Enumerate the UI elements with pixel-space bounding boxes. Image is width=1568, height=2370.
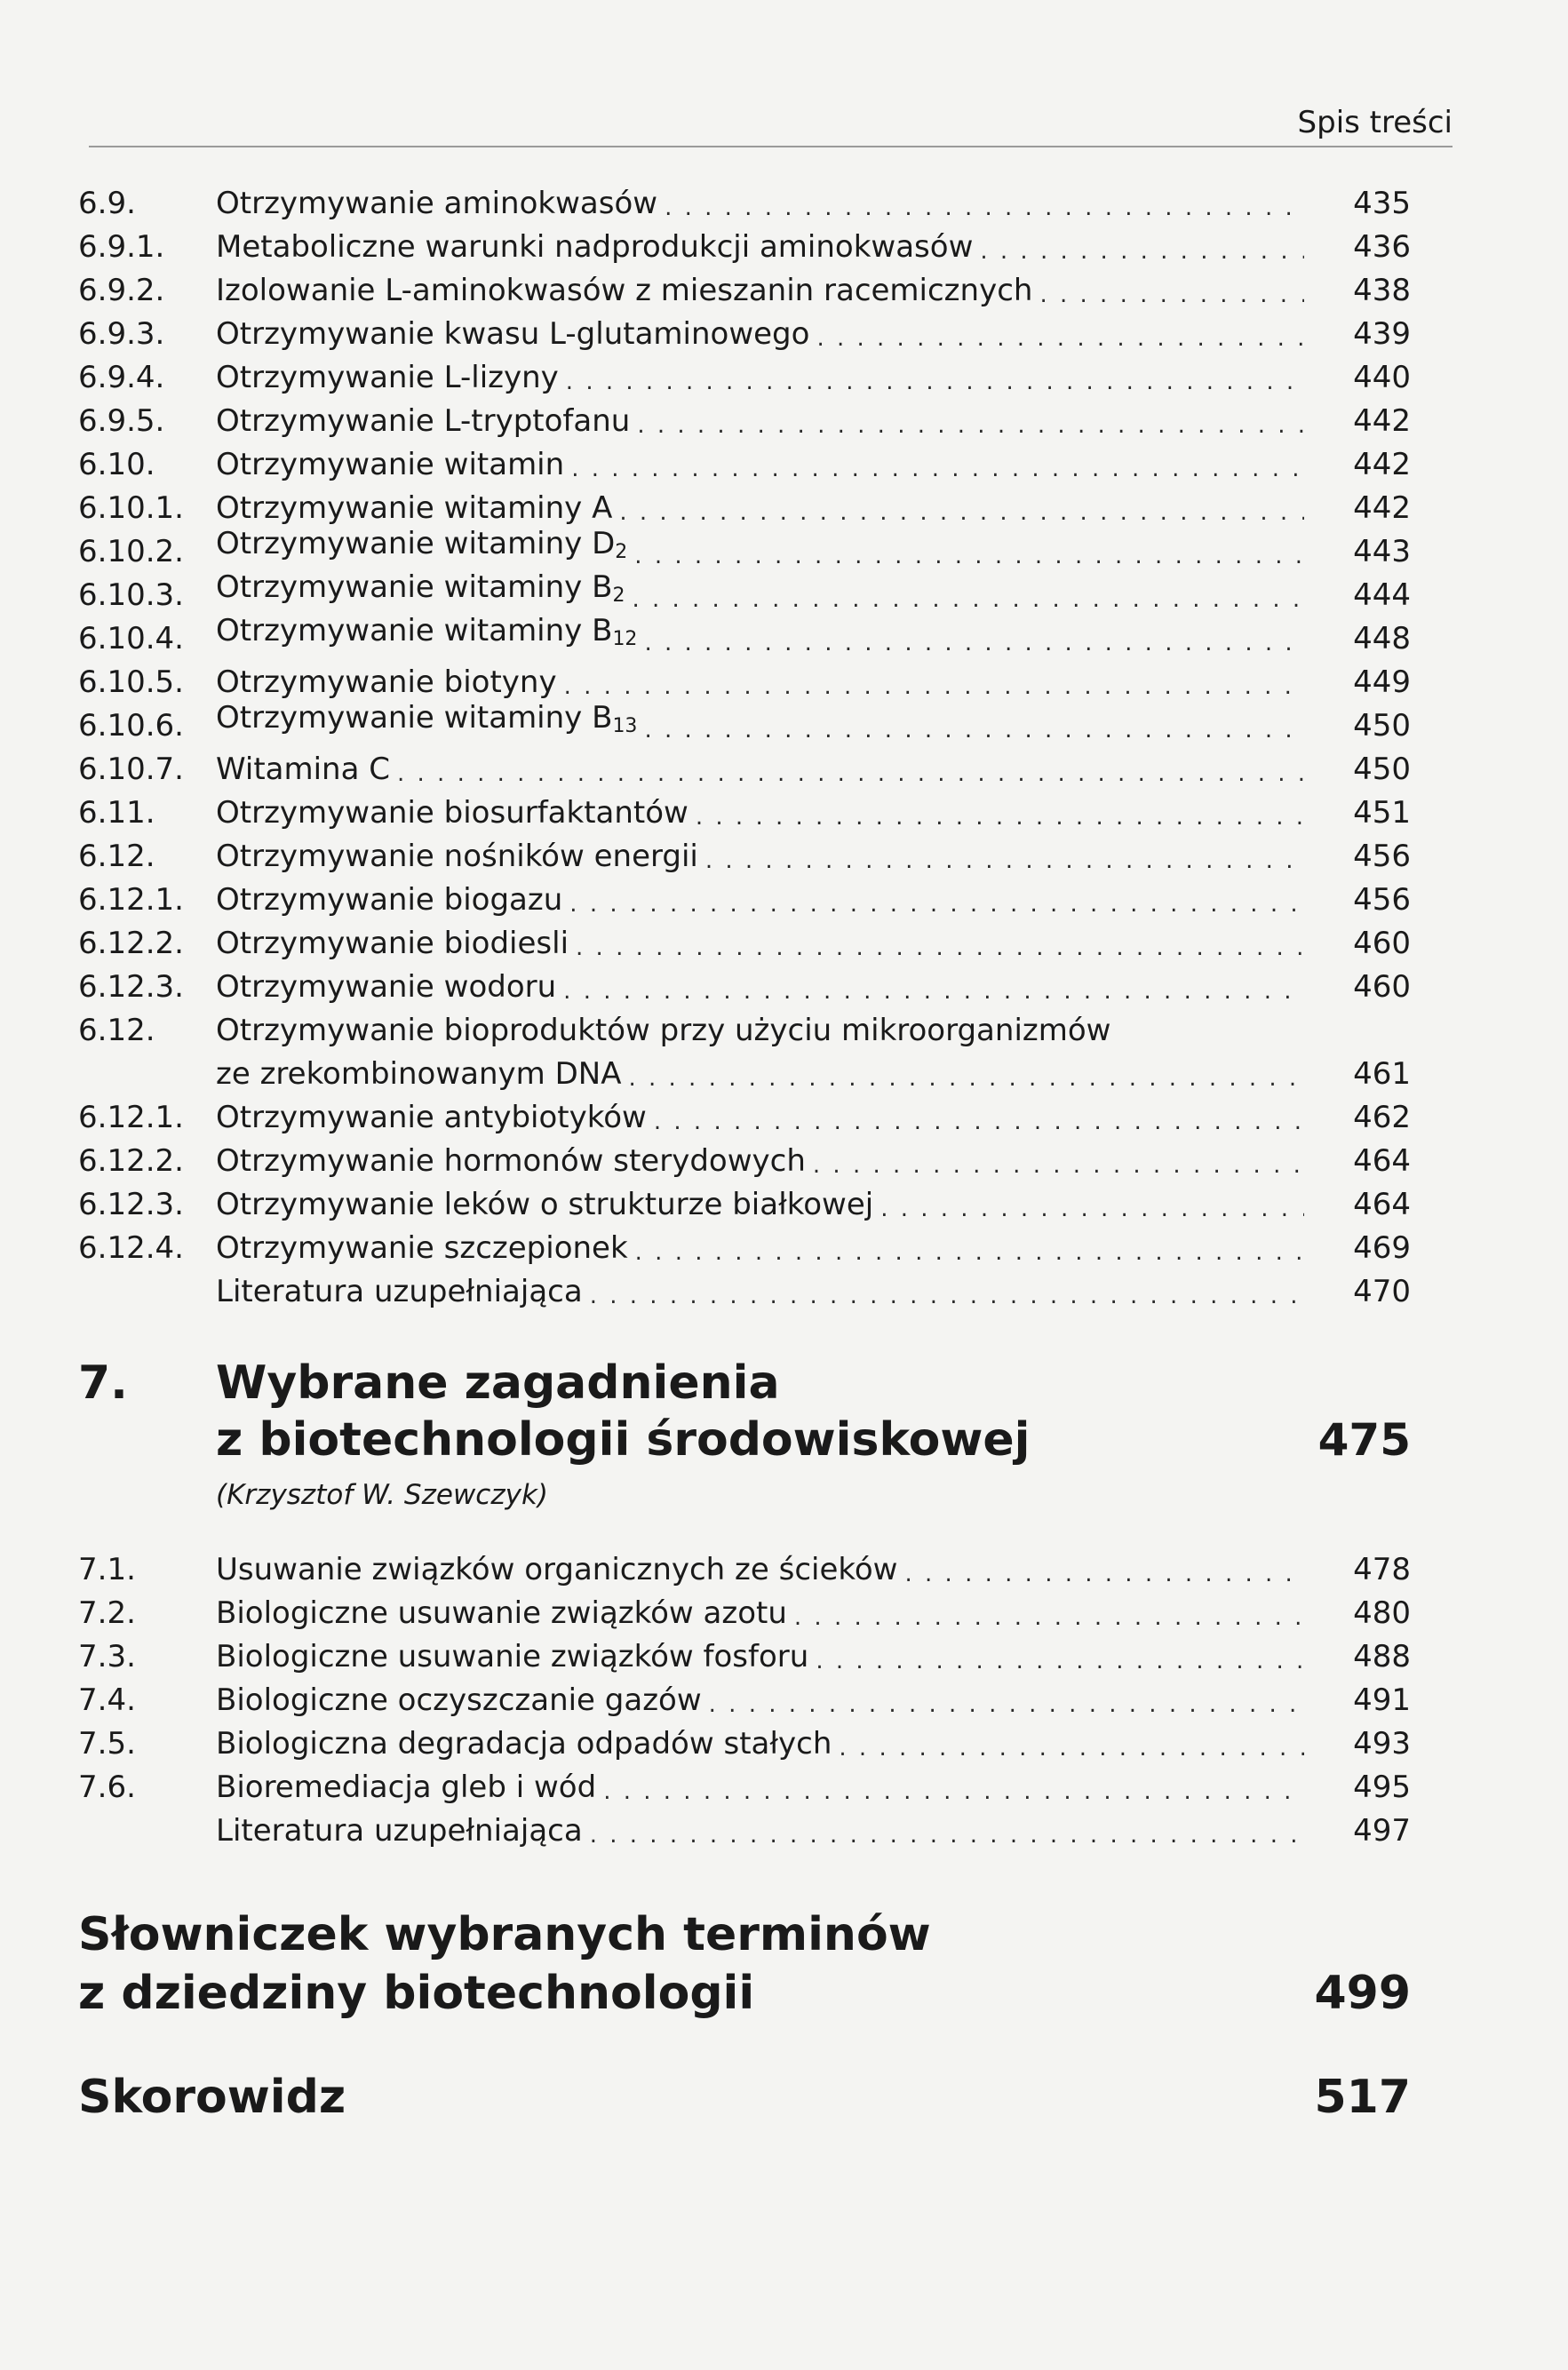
leader-dots xyxy=(816,1643,1304,1679)
toc-entry[interactable]: 7.2. Biologiczne usuwanie związków azotu . . . 480 xyxy=(78,1592,1411,1635)
leader-dots xyxy=(634,538,1304,574)
toc-entry-multiline-first[interactable]: 6.12. Otrzymywanie bioproduktów przy użyciu mikroorganizmów xyxy=(78,1013,1111,1048)
leader-dots xyxy=(576,930,1304,966)
leader-dots xyxy=(637,408,1304,443)
toc-entry[interactable]: 6.12.3. Otrzymywanie wodoru . . . 460 xyxy=(78,966,1411,1009)
toc-entry[interactable]: 6.9.5. Otrzymywanie L-tryptofanu . . . 442 xyxy=(78,400,1411,443)
leader-dots xyxy=(590,1278,1304,1314)
toc-entry[interactable]: 6.12.2. Otrzymywanie biodiesli . . . 460 xyxy=(78,922,1411,966)
chapter-number: 7. xyxy=(78,1356,128,1410)
toc-entry-multiline-second[interactable]: ze zrekombinowanym DNA . . . 461 xyxy=(78,1053,1411,1096)
leader-dots xyxy=(397,756,1304,791)
toc-entry[interactable]: 6.9.4. Otrzymywanie L-lizyny . . . 440 xyxy=(78,356,1411,400)
index-page: 517 xyxy=(1314,2071,1411,2124)
running-head xyxy=(89,105,1453,147)
toc-entry[interactable]: 6.10.5. Otrzymywanie biotyny . . . 449 xyxy=(78,661,1411,704)
toc-entry[interactable]: 7.6. Bioremediacja gleb i wód . . . 495 xyxy=(78,1766,1411,1809)
leader-dots xyxy=(665,190,1304,226)
leader-dots xyxy=(619,495,1304,530)
toc-entry[interactable]: 6.10.4. Otrzymywanie witaminy $B_{12}$ . . . 448 xyxy=(78,617,1411,661)
index-heading[interactable]: Skorowidz 517 xyxy=(78,2068,1411,2130)
leader-dots xyxy=(813,1148,1304,1183)
leader-dots xyxy=(816,321,1304,356)
leader-dots xyxy=(1039,277,1304,313)
leader-dots xyxy=(628,1061,1304,1096)
toc-entry[interactable]: 6.9. Otrzymywanie aminokwasów . . . 435 xyxy=(78,182,1411,226)
leader-dots xyxy=(569,887,1304,922)
glossary-page: 499 xyxy=(1314,1967,1411,2020)
toc-entry[interactable]: 6.9.2. Izolowanie L-aminokwasów z mieszanin racemicznych . . . 438 xyxy=(78,269,1411,313)
leader-dots xyxy=(654,1104,1304,1140)
leader-dots xyxy=(635,1235,1304,1270)
glossary-heading[interactable]: Słowniczek wybranych terminów z dziedziny biotechnologii 499 xyxy=(78,1905,1411,2030)
leader-dots xyxy=(696,799,1304,835)
toc-entry[interactable]: 6.12.3. Otrzymywanie leków o strukturze białkowej . . . 464 xyxy=(78,1183,1411,1227)
toc-entry[interactable]: 6.10.3. Otrzymywanie witaminy $B_2$ . . . 444 xyxy=(78,574,1411,617)
toc-section-7 xyxy=(78,1548,1411,1853)
leader-dots xyxy=(980,234,1304,269)
leader-dots xyxy=(839,1730,1304,1766)
leader-dots xyxy=(644,625,1304,661)
toc-entry[interactable]: 6.9.1. Metaboliczne warunki nadprodukcji aminokwasów . . . 436 xyxy=(78,226,1411,269)
toc-entry[interactable]: 6.9.3. Otrzymywanie kwasu L-glutaminowego . . . 439 xyxy=(78,313,1411,356)
leader-dots xyxy=(709,1687,1304,1722)
toc-entry[interactable]: 6.10.6. Otrzymywanie witaminy $B_{13}$ . . . 450 xyxy=(78,704,1411,748)
leader-dots xyxy=(794,1600,1304,1635)
leader-dots xyxy=(564,669,1304,704)
leader-dots xyxy=(632,582,1304,617)
leader-dots xyxy=(566,364,1304,400)
toc-entry[interactable]: 6.10.7. Witamina C . . . 450 xyxy=(78,748,1411,791)
leader-dots xyxy=(705,843,1304,879)
toc-entry[interactable]: 6.12.1. Otrzymywanie antybiotyków . . . 462 xyxy=(78,1096,1411,1140)
toc-entry[interactable]: 6.12. Otrzymywanie nośników energii . . . 456 xyxy=(78,835,1411,879)
toc-entry[interactable]: 7.5. Biologiczna degradacja odpadów stałych . . . 493 xyxy=(78,1722,1411,1766)
toc-entry[interactable]: 6.12.2. Otrzymywanie hormonów sterydowych . . . 464 xyxy=(78,1140,1411,1183)
leader-dots xyxy=(590,1817,1304,1853)
chapter-page: 475 xyxy=(1317,1414,1411,1466)
toc-entry[interactable]: 6.10. Otrzymywanie witamin . . . 442 xyxy=(78,443,1411,487)
toc-entry[interactable]: 7.3. Biologiczne usuwanie związków fosforu . . . 488 xyxy=(78,1635,1411,1679)
toc-entry[interactable]: 6.11. Otrzymywanie biosurfaktantów . . . 451 xyxy=(78,791,1411,835)
leader-dots xyxy=(644,712,1304,748)
running-title: Spis treści xyxy=(1297,105,1453,140)
toc-entry[interactable]: 6.12.4. Otrzymywanie szczepionek . . . 469 xyxy=(78,1227,1411,1270)
leader-dots xyxy=(603,1774,1304,1809)
chapter-author: (Krzysztof W. Szewczyk) xyxy=(216,1479,549,1511)
toc-entry[interactable]: 7.4. Biologiczne oczyszczanie gazów . . . 491 xyxy=(78,1679,1411,1722)
leader-dots xyxy=(904,1556,1304,1592)
leader-dots xyxy=(880,1191,1304,1227)
chapter-title: Wybrane zagadnienia z biotechnologii środowiskowej xyxy=(216,1356,1031,1467)
toc-section-6-a xyxy=(78,182,1411,1314)
toc-entry-literature[interactable]: Literatura uzupełniająca . . . 470 xyxy=(78,1270,1411,1314)
leader-dots xyxy=(571,451,1304,487)
toc-entry[interactable]: 6.10.2. Otrzymywanie witaminy $D_2$ . . . 443 xyxy=(78,530,1411,574)
toc-entry[interactable]: 6.10.1. Otrzymywanie witaminy A . . . 442 xyxy=(78,487,1411,530)
toc-entry-literature[interactable]: Literatura uzupełniająca . . . 497 xyxy=(78,1809,1411,1853)
toc-entry[interactable]: 6.12.1. Otrzymywanie biogazu . . . 456 xyxy=(78,879,1411,922)
toc-entry[interactable]: 7.1. Usuwanie związków organicznych ze ścieków . . . 478 xyxy=(78,1548,1411,1592)
leader-dots xyxy=(563,974,1304,1009)
